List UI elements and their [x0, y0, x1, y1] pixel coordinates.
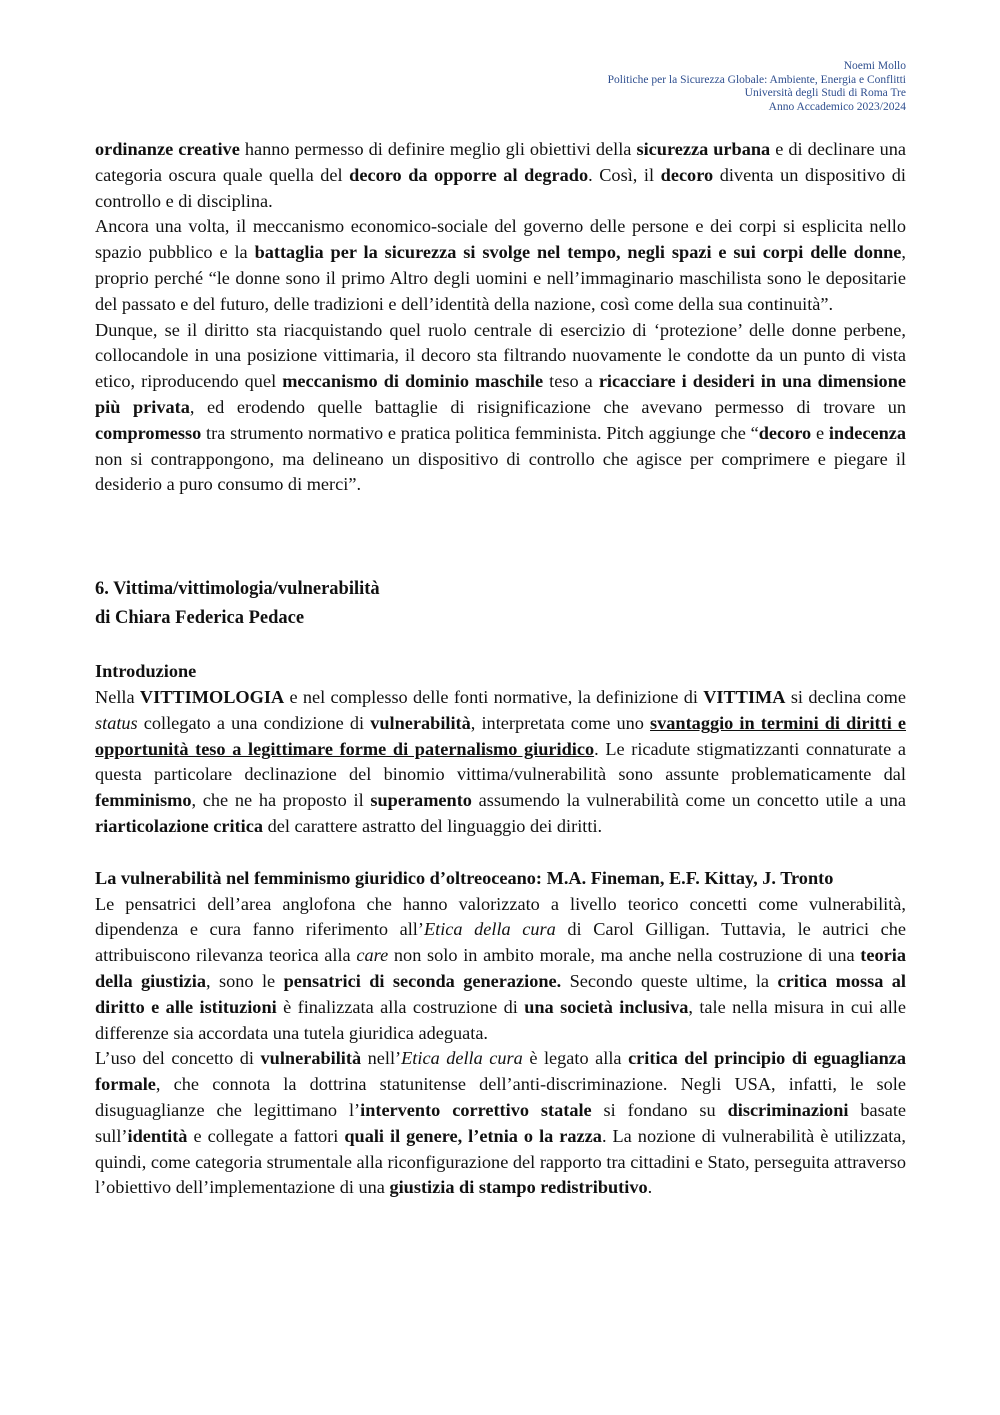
intro-heading: Introduzione [95, 661, 197, 682]
header-course: Politiche per la Sicurezza Globale: Ambiente, Energia e Conflitti [607, 73, 906, 86]
section-title: 6. Vittima/vittimologia/vulnerabilità [95, 579, 380, 600]
paragraph-vulnerabilita-usa: L’uso del concetto di vulnerabilità nell’Etica della cura è legato alla critica del principio di eguaglianza formale, che connota la dottrina statunitense dell’anti-discriminazione. Negli USA, infatti, le sole disuguaglianze che legittimano l’intervento correttivo statale si fondano su discriminazioni basate sull’identità e collegate a fattori quali il genere, l’etnia o la razza. La nozione di vulnerabilità è utilizzata, quindi, come categoria strumentale alla riconfigurazione del rapporto tra cittadini e Stato, perseguita attraverso l’obiettivo dell’implementazione di una giustizia di stampo redistributivo. [95, 1048, 907, 1198]
section-author: di Chiara Federica Pedace [95, 608, 305, 629]
document-body [95, 137, 906, 1201]
paragraph-diritto-decoro: Dunque, se il diritto sta riacquistando quel ruolo centrale di esercizio di ‘protezione’ delle donne perbene, collocandole in una posizione vittimaria, il decoro sta filtrando nuovamente le condotte da un punto di vista etico, riproducendo quel meccanismo di dominio maschile teso a ricacciare i desideri in una dimensione più privata, ed erodendo quelle battaglie di risignificazione che avevano permesso di trovare un compromesso tra strumento normativo e pratica politica femminista. Pitch aggiunge che “decoro e indecenza non si contrappongono, ma delineano un dispositivo di controllo che agisce per comprimere e piegare il desiderio a puro consumo di merci”. [95, 319, 906, 495]
header-university: Università degli Studi di Roma Tre [744, 87, 906, 99]
page-header [608, 60, 906, 114]
paragraph-pensatrici: Le pensatrici dell’area anglofona che hanno valorizzato a livello teorico concetti come vulnerabilità, dipendenza e cura fanno riferimento all’Etica della cura di Carol Gilligan. Tuttavia, le autrici che attribuiscono rilevanza teorica alla care non solo in ambito morale, ma anche nella costruzione di una teoria della giustizia, sono le pensatrici di seconda generazione. Secondo queste ultime, la critica mossa al diritto e alle istituzioni è finalizzata alla costruzione di una società inclusiva, tale nella misura in cui alle differenze sia accordata una tutela giuridica adeguata. [95, 893, 906, 1043]
subheading-femminismo-giuridico: La vulnerabilità nel femminismo giuridico d’oltreoceano: M.A. Fineman, E.F. Kittay, J. Tronto [95, 867, 834, 888]
paragraph-decoro: ordinanze creative hanno permesso di definire meglio gli obiettivi della sicurezza urbana e di declinare una categoria oscura quale quella del decoro da opporre al degrado. Così, il decoro diventa un dispositivo di controllo e di disciplina. [95, 139, 907, 211]
paragraph-sicurezza-donne: Ancora una volta, il meccanismo economico-sociale del governo delle persone e dei corpi si esplicita nello spazio pubblico e la battaglia per la sicurezza si svolge nel tempo, negli spazi e sui corpi delle donne, proprio perché “le donne sono il primo Altro degli uomini e nell’immaginario maschilista sono le depositarie del passato e del futuro, delle tradizioni e dell’identità della nazione, così come della sua continuità”. [95, 216, 906, 314]
paragraph-vittimologia: Nella VITTIMOLOGIA e nel complesso delle fonti normative, la definizione di VITTIMA si declina come status collegato a una condizione di vulnerabilità, interpretata come uno svantaggio in termini di diritti e opportunità teso a legittimare forme di paternalismo giuridico. Le ricadute stigmatizzanti connaturate a questa particolare declinazione del binomio vittima/vulnerabilità sono assunte problematicamente dal femminismo, che ne ha proposto il superamento assumendo la vulnerabilità come un concetto utile a una riarticolazione critica del carattere astratto del linguaggio dei diritti. [95, 686, 907, 836]
header-year: Anno Accademico 2023/2024 [768, 100, 906, 113]
header-author: Noemi Mollo [843, 60, 906, 72]
